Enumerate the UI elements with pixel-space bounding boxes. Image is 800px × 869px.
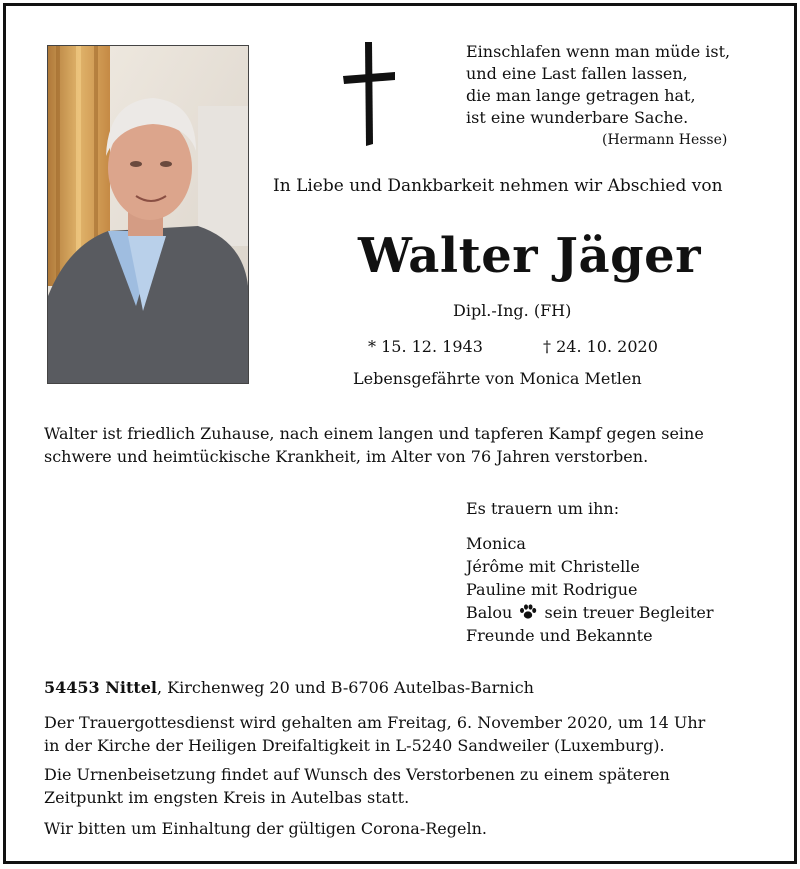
service-line: Der Trauergottesdienst wird gehalten am Freitag, 6. November 2020, um 14 Uhr <box>44 713 706 732</box>
poem-line: Einschlafen wenn man müde ist, <box>466 42 731 61</box>
mourner-name: Pauline mit Rodrigue <box>466 580 638 599</box>
service-paragraph <box>44 711 705 757</box>
poem <box>466 41 730 129</box>
obituary-notice <box>3 3 797 864</box>
mourner-name: Jérôme mit Christelle <box>466 557 640 576</box>
cross-icon <box>341 40 397 150</box>
address-city: 54453 Nittel <box>44 678 157 697</box>
pet-name: Balou <box>466 603 513 622</box>
statement-line: Walter ist friedlich Zuhause, nach einem langen und tapferen Kampf gegen seine <box>44 424 704 443</box>
burial-line: Die Urnenbeisetzung findet auf Wunsch des Verstorbenen zu einem späteren <box>44 765 670 784</box>
statement-paragraph <box>44 422 704 468</box>
statement-line: schwere und heimtückische Krankheit, im Alter von 76 Jahren verstorben. <box>44 447 649 466</box>
deceased-title: Dipl.-Ing. (FH) <box>453 301 572 320</box>
pet-description: sein treuer Begleiter <box>544 603 714 622</box>
mourner-name: Monica <box>466 534 526 553</box>
burial-paragraph <box>44 763 670 809</box>
poem-line: und eine Last fallen lassen, <box>466 64 688 83</box>
mourners-heading: Es trauern um ihn: <box>466 499 620 518</box>
poem-line: die man lange getragen hat, <box>466 86 696 105</box>
portrait-image <box>48 46 248 383</box>
partner-line: Lebensgefährte von Monica Metlen <box>353 369 642 388</box>
poem-line: ist eine wunderbare Sache. <box>466 108 689 127</box>
mourner-pet <box>466 601 714 624</box>
burial-line: Zeitpunkt im engsten Kreis in Autelbas statt. <box>44 788 410 807</box>
corona-note: Wir bitten um Einhaltung der gültigen Corona-Regeln. <box>44 819 487 838</box>
mourner-name: Freunde und Bekannte <box>466 626 653 645</box>
mourners-list <box>466 532 714 647</box>
address-rest: , Kirchenweg 20 und B-6706 Autelbas-Barnich <box>156 678 534 697</box>
deceased-name: Walter Jäger <box>358 228 701 284</box>
birth-date: * 15. 12. 1943 <box>368 337 483 356</box>
portrait-photo <box>47 45 249 384</box>
service-line: in der Kirche der Heiligen Dreifaltigkeit in L-5240 Sandweiler (Luxemburg). <box>44 736 665 755</box>
intro-text: In Liebe und Dankbarkeit nehmen wir Abschied von <box>273 176 723 196</box>
address-line <box>44 676 534 699</box>
poem-author: (Hermann Hesse) <box>602 132 728 148</box>
death-date: † 24. 10. 2020 <box>543 337 658 356</box>
paw-icon <box>519 604 537 620</box>
